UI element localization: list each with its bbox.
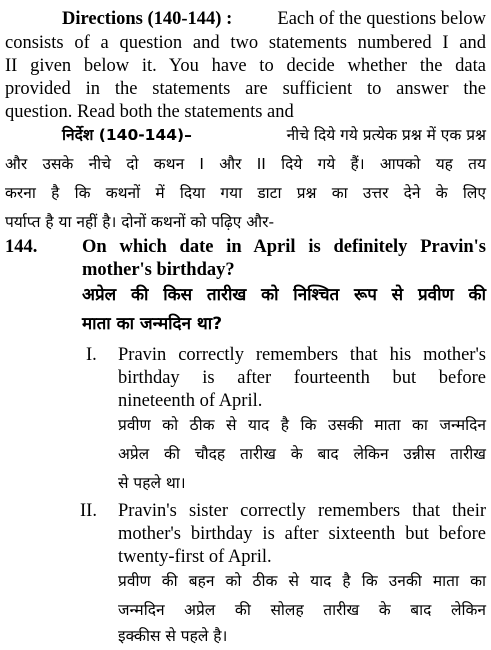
nirdesh-line-4: पर्याप्त है या नहीं है। दोनों कथनों को पढ़िए और- [5,213,275,231]
statement-2-hi-line-3: इक्कीस से पहले है। [118,627,228,645]
statement-1-hi-line-3: से पहले था। [118,474,186,492]
statement-1-en-line-2: birthday is after fourteenth but before [118,368,486,388]
nirdesh-line-2: और उसके नीचे दो कथन I और II दिये गये हैं। आपको यह तय [5,155,486,173]
statement-2-label: II. [80,501,97,521]
question-en-line-1: On which date in April is definitely Pravin's [82,237,486,257]
question-hi-line-2: माता का जन्मदिन था? [82,314,223,334]
statement-2-hi-line-1: प्रवीण की बहन को ठीक से याद है कि उनकी माता का [118,572,486,590]
nirdesh-text-1: नीचे दिये गये प्रत्येक प्रश्न में एक प्रश्न [286,126,486,144]
statement-2-en-line-1: Pravin's sister correctly remembers that their [118,501,486,521]
directions-heading: Directions (140-144) : [62,9,233,29]
statement-2-en-line-2: mother's birthday is after sixteenth but before [118,524,486,544]
question-number: 144. [5,237,38,257]
directions-line-2: consists of a question and two statements numbered I and [5,33,486,53]
directions-line-4: provided in the statements are sufficient to answer the [5,79,486,99]
statement-1-hi-line-2: अप्रेल की चौदह तारीख के बाद लेकिन उन्नीस तारीख [118,445,486,463]
statement-1-hi-line-1: प्रवीण को ठीक से याद है कि उसकी माता का जन्मदिन [118,416,486,434]
directions-line-5: question. Read both the statements and [5,102,294,122]
nirdesh-line-1 [62,123,486,147]
nirdesh-heading: निर्देश (140-144)– [62,126,192,144]
directions-text-1: Each of the questions below [277,9,486,29]
statement-1-label: I. [86,345,97,365]
statement-2-en-line-3: twenty-first of April. [118,547,272,567]
question-hi-line-1: अप्रेल की किस तारीख को निश्चित रूप से प्रवीण की [82,285,486,305]
directions-line-1 [62,8,486,30]
statement-1-en-line-1: Pravin correctly remembers that his mother's [118,345,486,365]
statement-1-en-line-3: nineteenth of April. [118,391,263,411]
nirdesh-line-3: करना है कि कथनों में दिया गया डाटा प्रश्न का उत्तर देने के लिए [5,184,486,202]
statement-2-hi-line-2: जन्मदिन अप्रेल की सोलह तारीख के बाद लेकिन [118,601,486,619]
directions-line-3: II given below it. You have to decide whether the data [5,56,486,76]
question-en-line-2: mother's birthday? [82,260,235,280]
